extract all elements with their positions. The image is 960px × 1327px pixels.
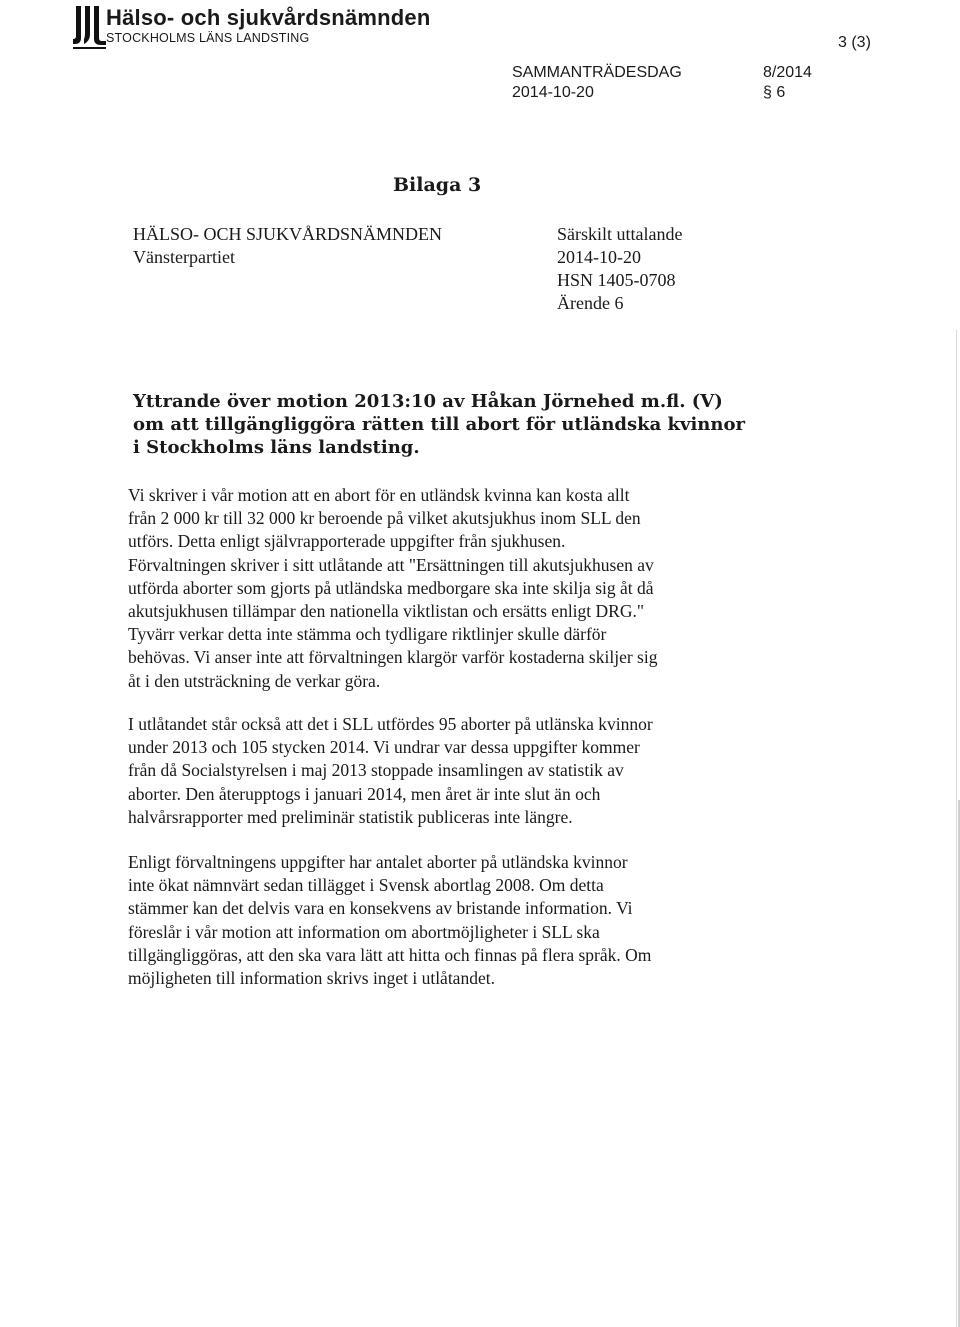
text-line: åt i den utsträckning de verkar göra. <box>128 670 381 691</box>
paragraph-2 <box>128 713 768 829</box>
attachment-title: Bilaga 3 <box>393 174 482 196</box>
meeting-number: 8/2014 <box>763 64 812 81</box>
case-number: HSN 1405-0708 <box>557 270 676 290</box>
text-line: Enligt förvaltningens uppgifter har antalet aborter på utländska kvinnor <box>128 852 628 872</box>
scan-edge-divider <box>956 330 957 1327</box>
meeting-paragraph: § 6 <box>763 84 786 101</box>
heading-line: Yttrande över motion 2013:10 av Håkan Jörnehed m.fl. (V) om <box>133 391 723 435</box>
party-name: Vänsterpartiet <box>133 247 235 267</box>
matter-number: Ärende 6 <box>557 293 624 313</box>
text-line: stämmer kan det delvis vara en konsekvens av bristande information. Vi <box>128 898 633 919</box>
paragraph-3 <box>128 851 768 990</box>
text-line: halvårsrapporter med preliminär statistik publiceras inte längre. <box>128 806 573 827</box>
text-line: föreslår i vår motion att information om abortmöjligheter i SLL ska <box>128 921 600 942</box>
heading-line: Stockholms läns landsting. <box>146 437 420 458</box>
text-line: under 2013 och 105 stycken 2014. Vi undrar var dessa uppgifter kommer <box>128 737 640 758</box>
committee-name: HÄLSO- OCH SJUKVÅRDSNÄMNDEN <box>133 224 443 244</box>
text-line: behövas. Vi anser inte att förvaltningen klargör varför kostaderna skiljer sig <box>128 647 658 668</box>
text-line: akutsjukhusen tillämpar den nationella viktlistan och ersätts enligt DRG." <box>128 601 645 622</box>
org-subtitle: STOCKHOLMS LÄNS LANDSTING <box>106 31 310 45</box>
text-line: Förvaltningen skriver i sitt utlåtande att "Ersättningen till akutsjukhusen av <box>128 554 654 575</box>
text-line: utförda aborter som gjorts på utländska medborgare ska inte skilja sig åt då <box>128 577 654 598</box>
meeting-date-label: SAMMANTRÄDESDAG <box>512 64 682 81</box>
text-line: Tyvärr verkar detta inte stämma och tydligare riktlinjer skulle därför <box>128 624 607 645</box>
paragraph-1 <box>128 484 768 693</box>
text-line: från 2 000 kr till 32 000 kr beroende på vilket akutsjukhus inom SLL den <box>128 508 641 529</box>
motion-heading <box>133 390 753 459</box>
text-line: aborter. Den återupptogs i januari 2014, men året är inte slut än och <box>128 783 601 804</box>
heading-line: att tillgängliggöra rätten till abort för utländska kvinnor i <box>133 414 745 458</box>
statement-type: Särskilt uttalande <box>557 224 683 244</box>
text-line: från då Socialstyrelsen i maj 2013 stoppade insamlingen av statistik av <box>128 760 624 781</box>
page-number: 3 (3) <box>838 34 871 51</box>
org-title: Hälso- och sjukvårdsnämnden <box>106 5 431 30</box>
statement-date: 2014-10-20 <box>557 247 641 267</box>
text-line: inte ökat nämnvärt sedan tillägget i Svensk abortlag 2008. Om detta <box>128 875 604 896</box>
text-line: tillgängliggöras, att den ska vara lätt att hitta och finnas på flera språk. Om <box>128 944 652 965</box>
text-line: Vi skriver i vår motion att en abort för en utländsk kvinna kan kosta allt <box>128 485 630 505</box>
meeting-date: 2014-10-20 <box>512 84 594 101</box>
text-line: möjligheten till information skrivs inget i utlåtandet. <box>128 968 495 989</box>
text-line: utförs. Detta enligt självrapporterade uppgifter från sjukhusen. <box>128 531 566 552</box>
text-line: I utlåtandet står också att det i SLL utfördes 95 aborter på utlänska kvinnor <box>128 714 653 734</box>
